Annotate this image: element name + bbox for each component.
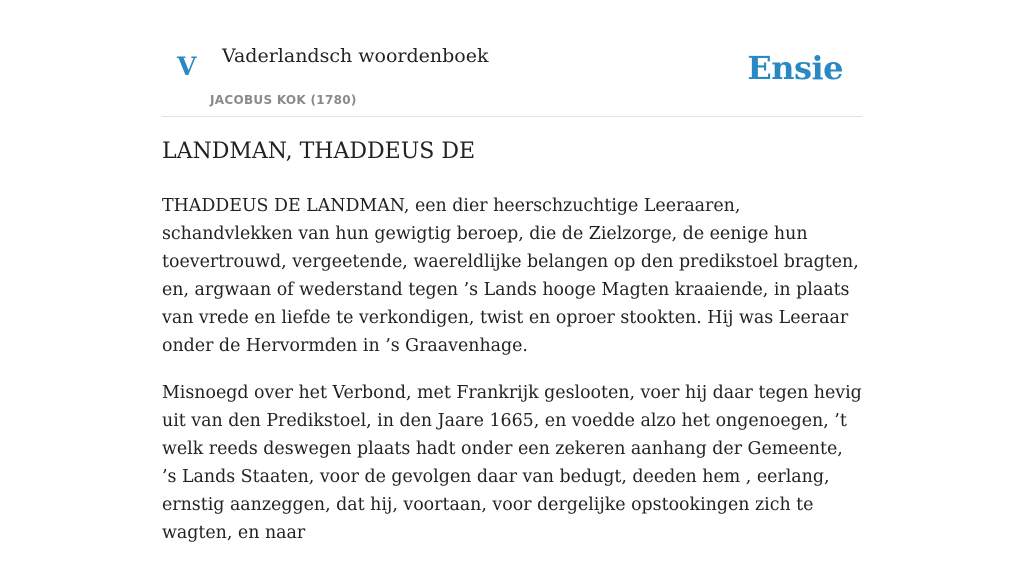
entry-body [162,192,862,566]
book-header [162,0,862,117]
entry-paragraph: THADDEUS DE LANDMAN, een dier heerschzuchtige Leeraaren, schandvlekken van hun gewigtig beroep, die de Zielzorge, de eenige hun toevertrouwd, vergeetende, waereldlijke belangen op den predikstoel bragten, en, argwaan of wederstand tegen ’s Lands hooge Magten kraaiende, in plaats van vrede en liefde te verkondigen, twist en oproer stookten. Hij was Leeraar onder de Hervormden in ’s Graavenhage. [162,196,859,356]
book-title-link[interactable]: Vaderlandsch woordenboek [222,45,489,67]
book-author: JACOBUS KOK (1780) [210,93,357,107]
page [162,0,862,543]
book-letter-link[interactable]: V [177,52,197,81]
entry-paragraph: Misnoegd over het Verbond, met Frankrijk geslooten, voer hij daar tegen hevig uit van den Predikstoel, in den Jaare 1665, en voedde alzo het ongenoegen, ’t welk reeds deswegen plaats hadt onder een zekeren aanhang der Gemeente, ’s Lands Staaten, voor de gevolgen daar van bedugt, deeden hem , eerlang, ernstig aanzeggen, dat hij, voortaan, voor dergelijke opstookingen zich te wagten, en naar [162,383,862,543]
entry-title: LANDMAN, THADDEUS DE [162,139,476,164]
ensie-logo-link[interactable]: Ensie [747,49,843,87]
